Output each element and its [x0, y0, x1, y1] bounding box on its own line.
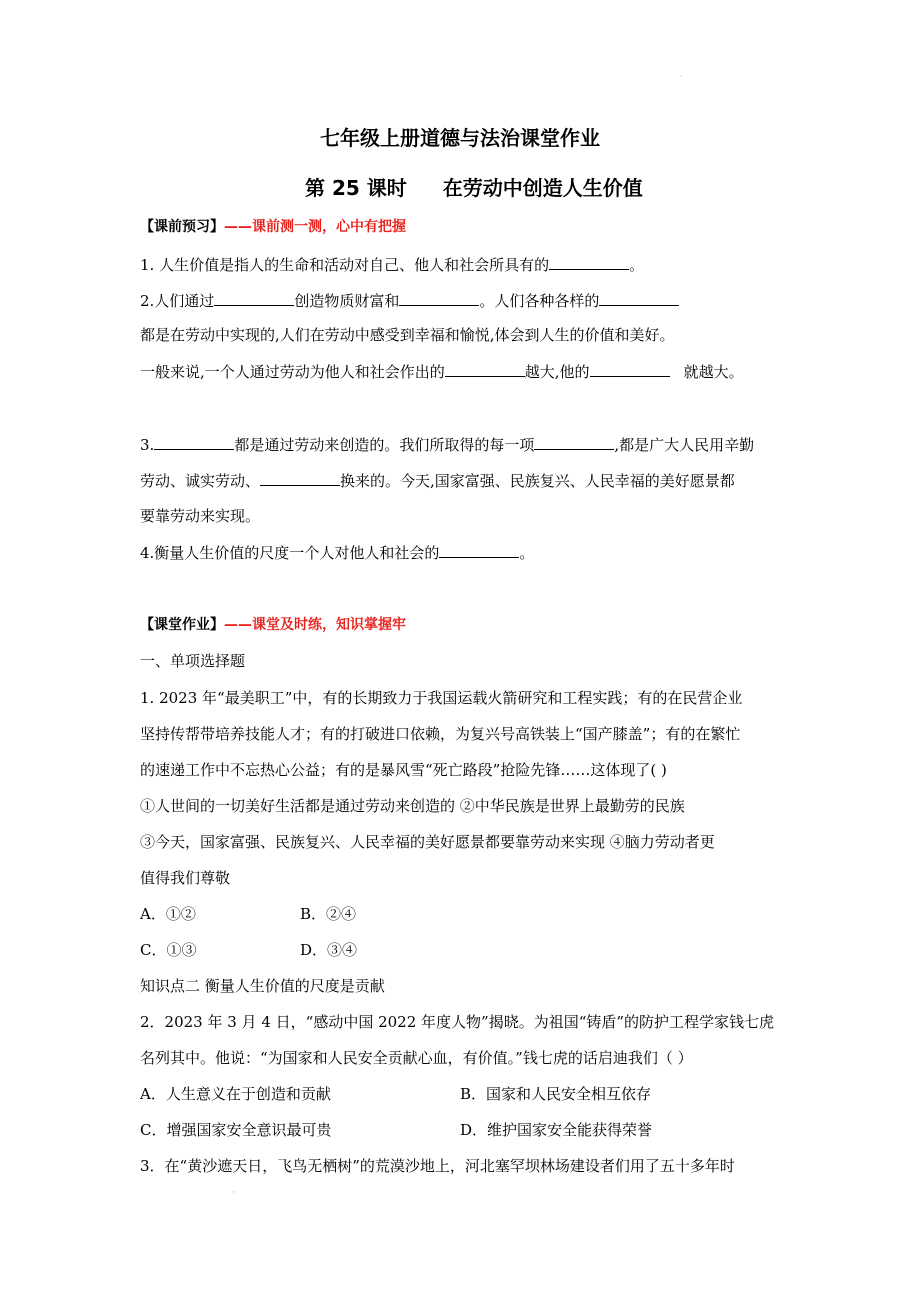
preview-tag: 【课前预习】 [140, 219, 224, 235]
option-b[interactable]: B．②④ [300, 905, 357, 923]
preview-q1: 1. 人生价值是指人的生命和活动对自己、他人和社会所具有的 。 [140, 256, 645, 274]
scan-dot: · [232, 1188, 235, 1197]
option-a[interactable]: A．人生意义在于创造和贡献 [140, 1085, 331, 1103]
blank[interactable] [549, 254, 629, 270]
section-title: 一、单项选择题 [140, 652, 246, 670]
q2-line: 2．2023 年 3 月 4 日，“感动中国 2022 年度人物”揭晓。为祖国“铸盾”的防护工程学家钱七虎 [140, 1013, 775, 1031]
scan-dot: · [680, 72, 683, 81]
option-a[interactable]: A．①② [140, 905, 196, 923]
blank[interactable] [260, 470, 340, 486]
option-c[interactable]: C．①③ [140, 941, 197, 959]
blank[interactable] [534, 434, 614, 450]
q2-line: 名列其中。他说：“为国家和人民安全贡献心血，有价值。”钱七虎的话启迪我们（ ） [140, 1049, 693, 1067]
blank[interactable] [590, 361, 670, 377]
preview-q3-line1: 3. 都是通过劳动来创造的。我们所取得的每一项 ,都是广大人民用辛勤 [140, 436, 755, 454]
q2-options-row [140, 1120, 790, 1140]
blank[interactable] [214, 290, 294, 306]
q1-line: ③今天，国家富强、民族复兴、人民幸福的美好愿景都要靠劳动来实现 ④脑力劳动者更 [140, 833, 715, 851]
preview-heading [140, 216, 790, 237]
blank[interactable] [399, 290, 479, 306]
option-d[interactable]: D．③④ [300, 941, 358, 959]
q1-line: 值得我们尊敬 [140, 869, 231, 887]
option-b[interactable]: B．国家和人民安全相互依存 [460, 1085, 652, 1103]
q1-options-row [140, 940, 790, 960]
option-c[interactable]: C．增强国家安全意识最可贵 [140, 1121, 332, 1139]
q1-line: 坚持传帮带培养技能人才；有的打破进口依赖，为复兴号高铁装上“国产膝盖”；有的在繁忙 [140, 725, 741, 743]
document-title: 七年级上册道德与法治课堂作业 [320, 126, 600, 150]
classwork-tag: 【课堂作业】 [140, 617, 224, 633]
preview-q2-line1: 2.人们通过 创造物质财富和 。人们各种各样的 [140, 290, 790, 311]
preview-q2-line3: 一般来说,一个人通过劳动为他人和社会作出的 越大,他的 就越大。 [140, 363, 744, 381]
lesson-name: 在劳动中创造人生价值 [442, 176, 643, 200]
preview-slogan: ——课前测一测，心中有把握 [224, 219, 406, 235]
lesson-title [305, 172, 643, 201]
preview-q3-line2: 劳动、诚实劳动、 换来的。今天,国家富强、民族复兴、人民幸福的美好愿景都 [140, 472, 735, 490]
q3-line: 3．在“黄沙遮天日，飞鸟无栖树”的荒漠沙地上，河北塞罕坝林场建设者们用了五十多年时 [140, 1157, 735, 1175]
q1-options-row [140, 904, 790, 924]
blank[interactable] [599, 290, 679, 306]
knowledge-point: 知识点二 衡量人生价值的尺度是贡献 [140, 977, 385, 995]
q2-options-row [140, 1084, 790, 1104]
classwork-slogan: ——课堂及时练，知识掌握牢 [224, 617, 406, 633]
lesson-number: 第 25 课时 [305, 176, 407, 200]
preview-q2-line2: 都是在劳动中实现的,人们在劳动中感受到幸福和愉悦,体会到人生的价值和美好。 [140, 326, 675, 344]
blank[interactable] [445, 361, 525, 377]
classwork-heading [140, 614, 790, 635]
preview-q3-line3: 要靠劳动来实现。 [140, 507, 261, 525]
q1-line: ①人世间的一切美好生活都是通过劳动来创造的 ②中华民族是世界上最勤劳的民族 [140, 797, 685, 815]
q1-line: 的速递工作中不忘热心公益；有的是暴风雪“死亡路段”抢险先锋……这体现了( ) [140, 761, 667, 779]
blank[interactable] [439, 542, 519, 558]
preview-q4: 4.衡量人生价值的尺度一个人对他人和社会的 。 [140, 544, 535, 562]
q1-line: 1. 2023 年“最美职工”中，有的长期致力于我国运载火箭研究和工程实践；有的在民营企业 [140, 689, 743, 707]
blank[interactable] [154, 434, 234, 450]
option-d[interactable]: D．维护国家安全能获得荣誉 [460, 1121, 653, 1139]
